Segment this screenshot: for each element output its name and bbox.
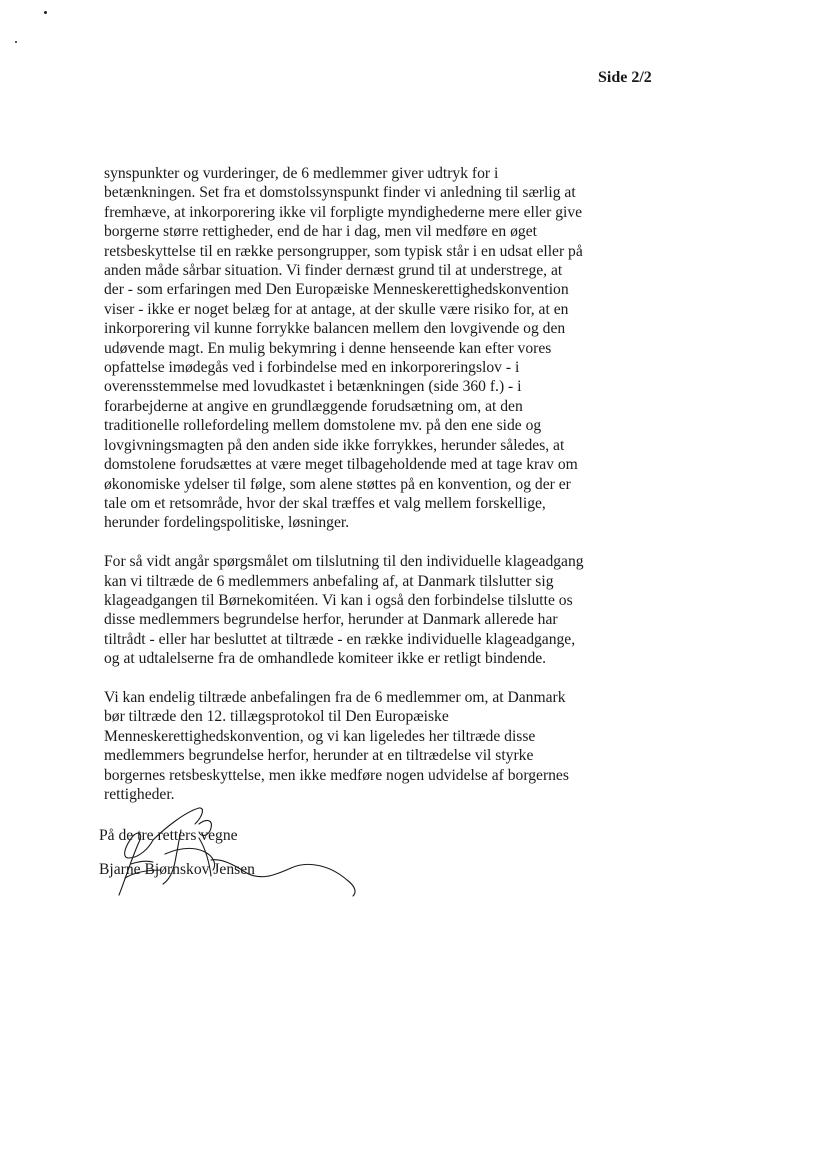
letter-body xyxy=(104,164,664,824)
text-line: der - som erfaringen med Den Europæiske Menneskerettighedskonvention xyxy=(104,281,569,299)
text-line: viser - ikke er noget belæg for at antage, at der skulle være risiko for, at en xyxy=(104,300,569,318)
text-line: anden måde sårbar situation. Vi finder dernæst grund til at understrege, at xyxy=(104,262,563,280)
text-line: betænkningen. Set fra et domstolssynspunkt finder vi anledning til særlig at xyxy=(104,184,576,202)
text-line: synspunkter og vurderinger, de 6 medlemmer giver udtryk for i xyxy=(104,165,499,182)
scan-speck xyxy=(15,41,17,43)
text-line: inkorporering vil kunne forrykke balancen mellem den lovgivende og den xyxy=(104,320,566,338)
text-line: traditionelle rollefordeling mellem domstolene mv. på den ene side og xyxy=(104,417,542,435)
text-line: og at udtalelserne fra de omhandlede komiteer ikke er retligt bindende. xyxy=(104,650,547,668)
text-line: klageadgangen til Børnekomitéen. Vi kan i også den forbindelse tilslutte os xyxy=(104,591,573,609)
text-line: opfattelse imødegås ved i forbindelse med en inkorporeringslov - i xyxy=(104,359,520,377)
signatory-name: Bjarne Bjørnskov Jensen xyxy=(99,861,255,878)
text-line: tiltrådt - eller har besluttet at tiltræde - en række individuelle klageadgange, xyxy=(104,630,576,648)
text-line: udøvende magt. En mulig bekymring i denne henseende kan efter vores xyxy=(104,339,552,357)
text-line: fremhæve, at inkorporering ikke vil forpligte myndighederne mere eller give xyxy=(104,203,583,221)
scan-speck xyxy=(44,11,47,14)
text-line: For så vidt angår spørgsmålet om tilslutning til den individuelle klageadgang xyxy=(104,553,584,571)
text-line: overensstemmelse med lovudkastet i betænkningen (side 360 f.) - i xyxy=(104,378,522,396)
text-line: Menneskerettighedskonvention, og vi kan ligeledes her tiltræde disse xyxy=(104,727,536,745)
page-number: Side 2/2 xyxy=(598,69,652,86)
text-line: kan vi tiltræde de 6 medlemmers anbefaling af, at Danmark tilslutter sig xyxy=(104,572,554,590)
text-line: borgernes retsbeskyttelse, men ikke medføre nogen udvidelse af borgernes xyxy=(104,766,569,784)
text-line: tale om et retsområde, hvor der skal træffes et valg mellem forskellige, xyxy=(104,494,546,512)
text-line: disse medlemmers begrundelse herfor, herunder at Danmark allerede har xyxy=(104,611,558,629)
paragraph-3 xyxy=(104,688,664,804)
on-behalf-line: På de tre retters vegne xyxy=(99,827,238,844)
text-line: retsbeskyttelse til en række persongrupper, som typisk står i en udsat eller på xyxy=(104,242,583,260)
text-line: medlemmers begrundelse herfor, herunder at en tiltrædelse vil styrke xyxy=(104,747,534,765)
paragraph-1 xyxy=(104,164,664,533)
text-line: Vi kan endelig tiltræde anbefalingen fra de 6 medlemmer om, at Danmark xyxy=(104,688,566,706)
text-line: domstolene forudsættes at være meget tilbageholdende med at tage krav om xyxy=(104,456,578,474)
text-line: lovgivningsmagten på den anden side ikke forrykkes, herunder således, at xyxy=(104,436,565,454)
text-line: herunder fordelingspolitiske, løsninger. xyxy=(104,514,350,532)
paragraph-2 xyxy=(104,552,664,668)
text-line: borgerne større rettigheder, end de har i dag, men vil medføre en øget xyxy=(104,223,537,241)
text-line: bør tiltræde den 12. tillægsprotokol til Den Europæiske xyxy=(104,708,449,726)
text-line: rettigheder. xyxy=(104,785,175,803)
text-line: økonomiske ydelser til følge, som alene støttes på en konvention, og der er xyxy=(104,475,571,493)
text-line: forarbejderne at angive en grundlæggende forudsætning om, at den xyxy=(104,397,523,415)
handwritten-signature xyxy=(95,800,365,910)
